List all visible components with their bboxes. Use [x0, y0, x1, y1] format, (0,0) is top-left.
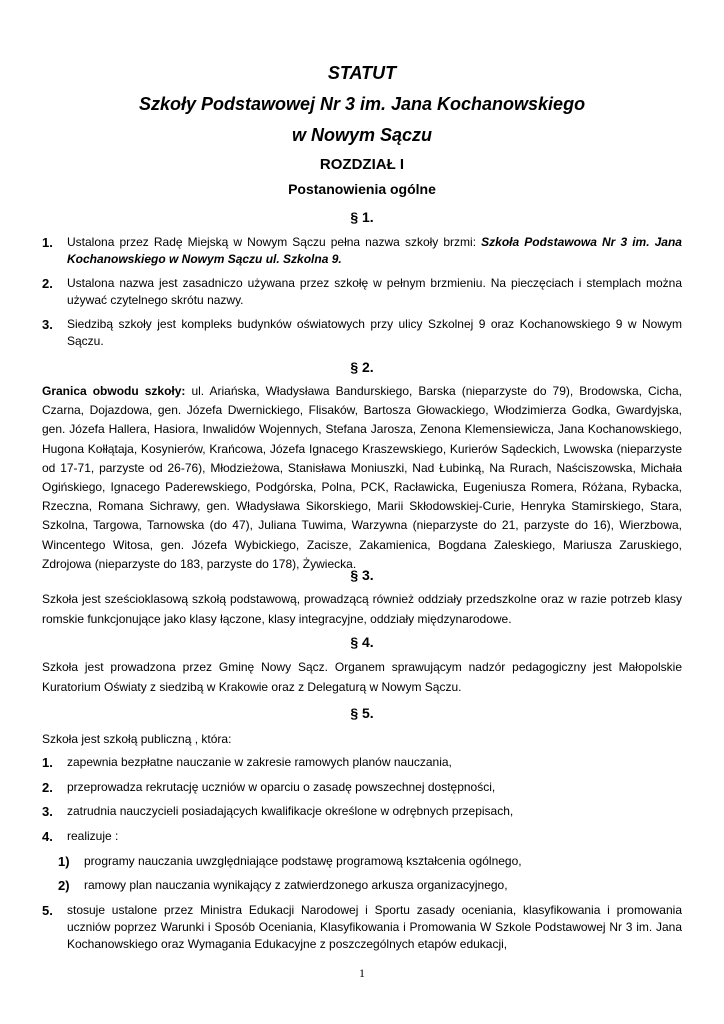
sub-item-number: 2)	[58, 878, 70, 893]
section-5-heading: § 5.	[350, 705, 374, 721]
section-2-heading: § 2.	[350, 359, 374, 375]
school-full-name: Szkoła Podstawowa Nr 3 im. Jana Kochanowskiego w Nowym Sączu ul. Szkolna 9.	[67, 235, 682, 266]
item-text: realizuje :	[67, 829, 119, 843]
supervision-paragraph: Szkoła jest prowadzona przez Gminę Nowy Sącz. Organem sprawującym nadzór pedagogiczny jest Małopolskie Kuratorium Oświaty z siedzibą w Krakowie oraz z Delegaturą w Nowym Sączu.	[42, 660, 682, 694]
district-label: Granica obwodu szkoły:	[42, 384, 186, 398]
item-text: zatrudnia nauczycieli posiadających kwalifikacje określone w odrębnych przepisach,	[67, 804, 514, 818]
school-type-paragraph: Szkoła jest sześcioklasową szkołą podstawową, prowadzącą również oddziały przedszkolne oraz w razie potrzeb klasy romskie funkcjonujące jako klasy łączone, klasy integracyjne, oddziały międzynarodowe.	[42, 592, 682, 626]
school-name: Szkoły Podstawowej Nr 3 im. Jana Kochanowskiego	[138, 94, 586, 114]
item-number: 4.	[42, 829, 53, 844]
section-4-heading: § 4.	[350, 634, 374, 650]
item-text: Ustalona przez Radę Miejską w Nowym Sączu pełna nazwa szkoły brzmi: Szkoła Podstawowa Nr 3 im. Jana Kochanowskiego w Nowym Sączu ul. Szkolna 9.	[67, 235, 682, 266]
item-number: 3.	[42, 804, 53, 819]
item-text: stosuje ustalone przez Ministra Edukacji Narodowej i Sportu zasady oceniania, klasyfikowania i promowania uczniów poprzez Warunki i Sposób Oceniania, Klasyfikowania i Promowania W Szkole Podstawowej Nr 3 im. Jana Kochanowskiego oraz Wymagania Edukacyjne z poszczególnych etapów edukacji,	[67, 903, 682, 951]
item-number: 5.	[42, 903, 53, 918]
sub-item-number: 1)	[58, 854, 70, 869]
district-boundary-paragraph: Granica obwodu szkoły: ul. Ariańska, Władysława Bandurskiego, Barska (nieparzyste do 79), Brodowska, Cicha, Czarna, Dojazdowa, gen. Józefa Dwernickiego, Flisaków, Bartosza Głowackiego, Włodzimierza Godka, Gwardyjska, gen. Józefa Hallera, Hasiora, Inwalidów Wojennych, Stefana Jarosza, Zenona Klemensiewicza, Jana Kochanowskiego, Hugona Kołłątaja, Kosynierów, Krańcowa, Józefa Ignacego Kraszewskiego, Kurierów Sądeckich, Lwowska (nieparzyste od 17-71, parzyste od 26-76), Młodzieżowa, Stanisława Moniuszki, Nad Łubinką, Na Rurach, Naściszowska, Michała Ogińskiego, Ignacego Paderewskiego, Podgórska, Polna, PCK, Racławicka, Eugeniusza Romera, Różana, Rybacka, Rzeczna, Romana Sichrawy, gen. Władysława Sikorskiego, Marii Skłodowskiej-Curie, Henryka Stamirskiego, Stara, Szkolna, Targowa, Tarnowska (do 47), Juliana Tuwima, Warzywna (nieparzyste do 21, parzyste do 16), Wierzbowa, Wincentego Witosa, gen. Józefa Wybickiego, Zacisze, Zakamienica, Bogdana Zaleskiego, Mariusza Zaruskiego, Zdrojowa (nieparzyste do 183, parzyste do 178), Żywiecka.	[42, 384, 682, 571]
sub-item-text: ramowy plan nauczania wynikający z zatwierdzonego arkusza organizacyjnego,	[84, 878, 508, 892]
chapter-subtitle: Postanowienia ogólne	[288, 181, 436, 197]
item-text: przeprowadza rekrutację uczniów w oparciu o zasadę powszechnej dostępności,	[67, 780, 496, 794]
page-number: 1	[359, 966, 365, 980]
section-1-heading: § 1.	[350, 209, 374, 225]
sub-item-text: programy nauczania uwzględniające podstawę programową kształcenia ogólnego,	[84, 854, 522, 868]
item-text: Siedzibą szkoły jest kompleks budynków oświatowych przy ulicy Szkolnej 9 oraz Kochanowskiego 9 w Nowym Sączu.	[67, 317, 682, 348]
item-number: 1.	[42, 235, 53, 250]
item-number: 1.	[42, 755, 53, 770]
public-school-intro: Szkoła jest szkołą publiczną , która:	[42, 732, 232, 746]
section-3-heading: § 3.	[350, 567, 374, 583]
item-number: 3.	[42, 317, 53, 332]
chapter-heading: ROZDZIAŁ I	[319, 156, 405, 173]
item-text: zapewnia bezpłatne nauczanie w zakresie ramowych planów nauczania,	[67, 755, 452, 769]
school-location: w Nowym Sączu	[291, 125, 433, 145]
item-text: Ustalona nazwa jest zasadniczo używana przez szkołę w pełnym brzmieniu. Na pieczęciach i stemplach można używać czytelnego skrótu nazwy.	[67, 276, 682, 307]
item-number: 2.	[42, 780, 53, 795]
document-title: STATUT	[327, 63, 397, 83]
item-number: 2.	[42, 276, 53, 291]
